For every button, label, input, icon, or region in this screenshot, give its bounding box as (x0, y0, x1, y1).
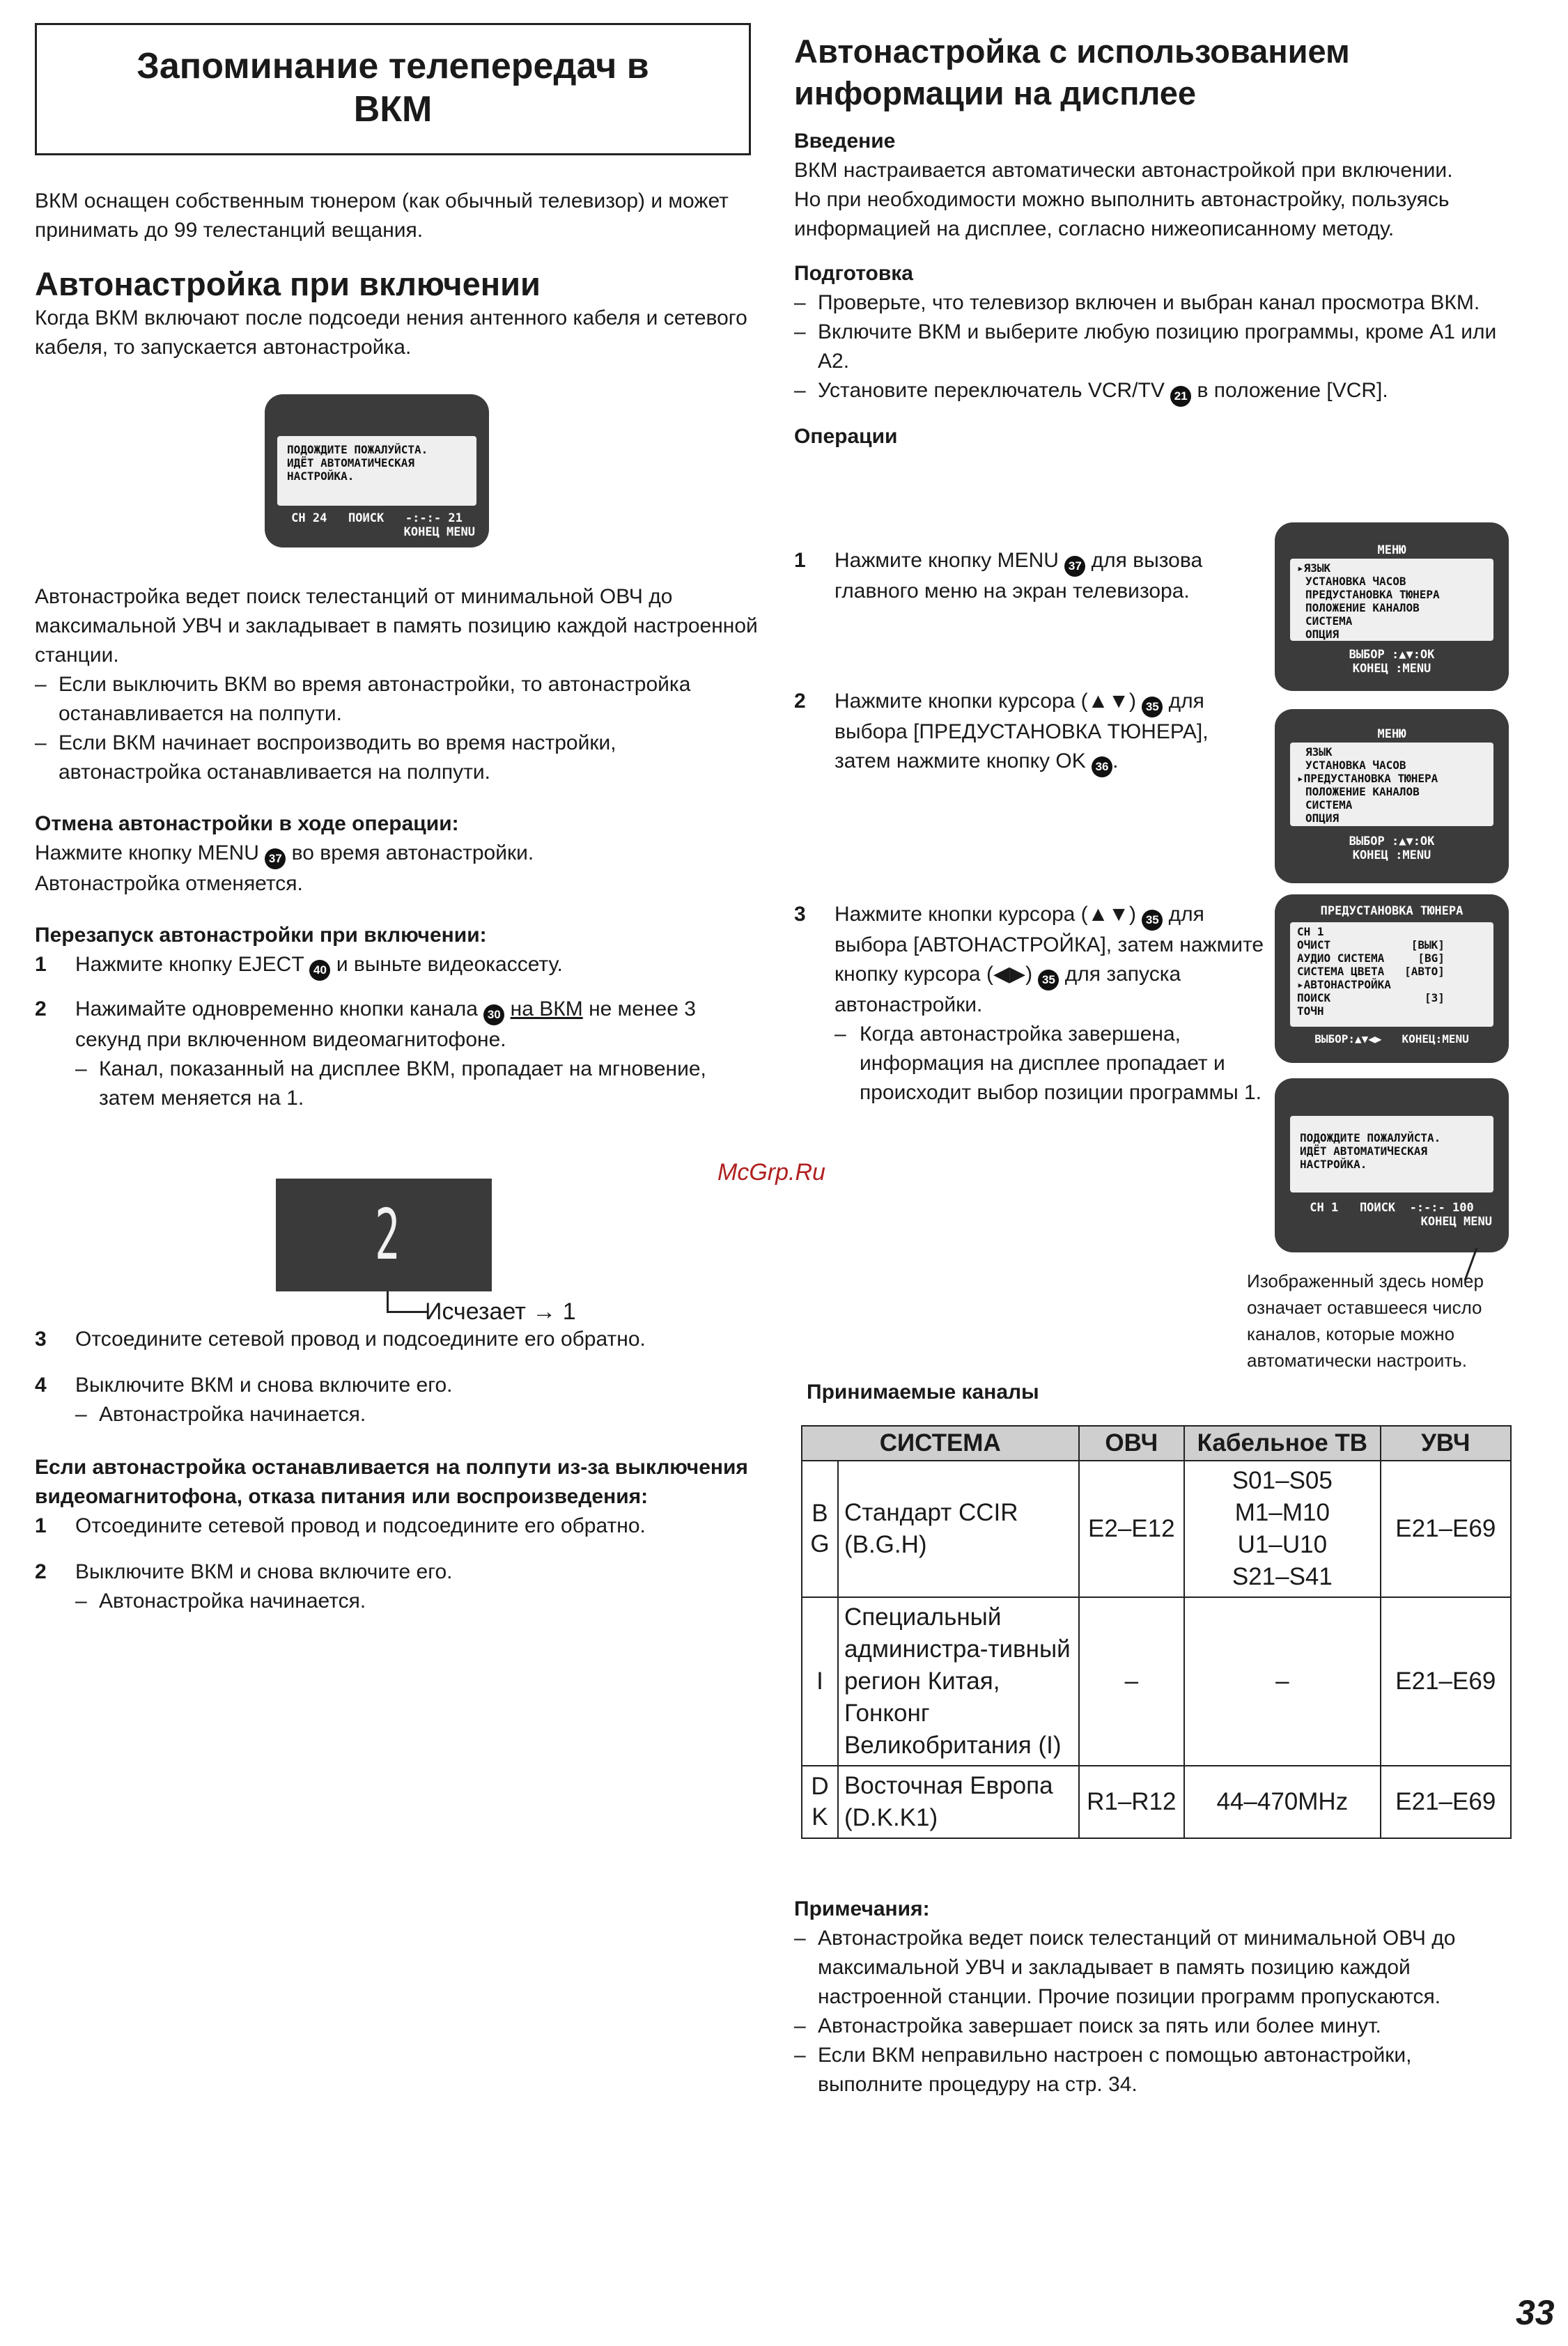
disappear-label: Исчезает → 1 (425, 1298, 576, 1325)
channels-heading: Принимаемые каналы (807, 1381, 1039, 1404)
stopped-heading: Если автонастройка останавливается на полпути из-за выключения видеомагнитофона, отказа питания или воспроизведения: (35, 1456, 748, 1508)
vcr-arrow-line-h (387, 1311, 428, 1313)
note-item: – Автонастройка завершает поиск за пять или более минут. (794, 2012, 1505, 2041)
left-column-2 (35, 582, 759, 1113)
vcr-display-digit: 2 (375, 1194, 401, 1275)
header-cable: Кабельное ТВ (1184, 1426, 1380, 1461)
cancel-heading: Отмена автонастройки в ходе операции: (35, 812, 459, 835)
tv-screen-main-menu: МЕНЮ ▸ЯЗЫК УСТАНОВКА ЧАСОВ ПРЕДУСТАНОВКА ТЮНЕРА ПОЛОЖЕНИЕ КАНАЛОВ СИСТЕМА ОПЦИЯ ВЫБОР :▲▼:OK КОНЕЦ :MENU (1275, 522, 1509, 691)
note-item: – Если ВКМ неправильно настроен с помощью автонастройки, выполните процедуру на стр. 34. (794, 2041, 1505, 2099)
button-number-icon: 35 (1142, 697, 1163, 717)
prep-item: – Проверьте, что телевизор включен и выбран канал просмотра ВКМ. (794, 288, 1519, 318)
prep-item: – Установите переключатель VCR/TV 21 в положение [VCR]. (794, 376, 1519, 407)
stopped-step-1: 1 Отсоедините сетевой провод и подсоедините его обратно. (35, 1514, 646, 1537)
button-number-icon: 40 (309, 960, 330, 981)
button-number-icon: 21 (1170, 386, 1191, 407)
right-heading: Автонастройка с использованием информации на дисплее (794, 33, 1350, 111)
tv-screen-message: ПОДОЖДИТЕ ПОЖАЛУЙСТА. ИДЁТ АВТОМАТИЧЕСКАЯ НАСТРОЙКА. (277, 436, 476, 506)
menu-list: ЯЗЫК УСТАНОВКА ЧАСОВ ▸ПРЕДУСТАНОВКА ТЮНЕРА ПОЛОЖЕНИЕ КАНАЛОВ СИСТЕМА ОПЦИЯ (1290, 743, 1493, 826)
autotune-text: Когда ВКМ включают после подсоеди нения антенного кабеля и сетевого кабеля, то запускается автонастройка. (35, 306, 747, 359)
op-step-3-sub: – Когда автонастройка завершена, информация на дисплее пропадает и происходит выбор позиции программы 1. (835, 1020, 1268, 1108)
menu-list: CH 1 ОЧИСТ [ВЫК] АУДИО СИСТЕМА [BG] СИСТЕМА ЦВЕТА [АВТО] ▸АВТОНАСТРОЙКА ПОИСК [3] ТОЧН (1290, 922, 1493, 1027)
vcr-display (276, 1179, 492, 1291)
op-step-2: 2 Нажмите кнопки курсора (▲▼) 35 для выбора [ПРЕДУСТАНОВКА ТЮНЕРА], затем нажмите кнопку OK 36 . (794, 687, 1254, 777)
restart-step-3: 3 Отсоедините сетевой провод и подсоедините его обратно. (35, 1328, 646, 1351)
title-box (35, 23, 751, 155)
autotune-bullet: – Если выключить ВКМ во время автонастройки, то автонастройка останавливается на полпути. (35, 670, 759, 729)
button-number-icon: 30 (483, 1004, 504, 1025)
left-column (35, 187, 759, 362)
menu-list: ▸ЯЗЫК УСТАНОВКА ЧАСОВ ПРЕДУСТАНОВКА ТЮНЕРА ПОЛОЖЕНИЕ КАНАЛОВ СИСТЕМА ОПЦИЯ (1290, 559, 1493, 641)
intro-heading: Введение (794, 130, 896, 153)
op-step-1: 1 Нажмите кнопку MENU 37 для вызова главного меню на экран телевизора. (794, 549, 1203, 603)
header-system: СИСТЕМА (802, 1426, 1079, 1461)
restart-step-1: 1 Нажмите кнопку EJECT 40 и выньте видеокассету. (35, 950, 759, 981)
button-number-icon: 35 (1142, 910, 1163, 931)
table-row: B G Стандарт CCIR (B.G.H) E2–E12 S01–S05 M1–M10 U1–U10 S21–S41 E21–E69 (802, 1461, 1511, 1597)
tv-screen-message: ПОДОЖДИТЕ ПОЖАЛУЙСТА. ИДЁТ АВТОМАТИЧЕСКАЯ НАСТРОЙКА. (1290, 1116, 1493, 1193)
restart-step-2-sub: – Канал, показанный на дисплее ВКМ, пропадает на мгновение, затем меняется на 1. (75, 1055, 759, 1113)
op-step-3: 3 Нажмите кнопки курсора (▲▼) 35 для выбора [АВТОНАСТРОЙКА], затем нажмите кнопку курсора (◀▶) 35 для запуска автонастройки. – Когда автонастройка завершена, информация на дисплее пропадает и происходит выбор позиции программы 1. (794, 900, 1268, 1108)
tv-screen-autotune (265, 394, 489, 547)
notes-heading: Примечания: (794, 1897, 930, 1920)
stopped-step-2-sub: – Автонастройка начинается. (75, 1587, 759, 1616)
vcr-arrow-line (387, 1291, 389, 1312)
table-row: D K Восточная Европа (D.K.K1) R1–R12 44–470MHz E21–E69 (802, 1766, 1511, 1838)
tv-screen-autotune-2: ПОДОЖДИТЕ ПОЖАЛУЙСТА. ИДЁТ АВТОМАТИЧЕСКАЯ НАСТРОЙКА. CH 1 ПОИСК -:-:- 100 КОНЕЦ MENU (1275, 1078, 1509, 1252)
restart-step-4: 4 Выключите ВКМ и снова включите его. – Автонастройка начинается. (35, 1371, 759, 1429)
screen-caption: Изображенный здесь номер означает оставшееся число каналов, которые можно автоматически настроить. (1247, 1271, 1484, 1371)
cancel-result: Автонастройка отменяется. (35, 872, 303, 895)
autotune-heading: Автонастройка при включении (35, 265, 541, 302)
stopped-step-2: 2 Выключите ВКМ и снова включите его. – Автонастройка начинается. (35, 1557, 759, 1616)
autotune-description: Автонастройка ведет поиск телестанций от минимальной ОВЧ до максимальной УВЧ и закладывает в память позицию каждой настроенной станции. (35, 585, 758, 667)
tv-status-bar: CH 24 ПОИСК -:-:- 21 (291, 511, 463, 525)
page-number: 33 (1516, 2293, 1555, 2332)
table-header-row (802, 1426, 1511, 1461)
intro-paragraph: ВКМ настраивается автоматически автонастройкой при включении. (794, 159, 1453, 182)
page-title: Запоминание телепередач в ВКМ (137, 46, 649, 130)
notes (794, 1895, 1505, 2099)
tv-screen-preset-menu: ПРЕДУСТАНОВКА ТЮНЕРА CH 1 ОЧИСТ [ВЫК] АУДИО СИСТЕМА [BG] СИСТЕМА ЦВЕТА [АВТО] ▸АВТОНАСТРОЙКА ПОИСК [3] ТОЧН ВЫБОР:▲▼◀▶ КОНЕЦ:MENU (1275, 894, 1509, 1063)
watermark: McGrp.Ru (717, 1159, 825, 1186)
table-row: I Специальный администра-тивный регион Китая, Гонконг Великобритания (I) – – E21–E69 (802, 1597, 1511, 1766)
button-number-icon: 37 (1064, 556, 1085, 577)
tv-screen-tuner-menu: МЕНЮ ЯЗЫК УСТАНОВКА ЧАСОВ ▸ПРЕДУСТАНОВКА ТЮНЕРА ПОЛОЖЕНИЕ КАНАЛОВ СИСТЕМА ОПЦИЯ ВЫБОР :▲▼:OK КОНЕЦ :MENU (1275, 709, 1509, 883)
intro-paragraph-2: Но при необходимости можно выполнить автонастройку, пользуясь информацией на дисплее, согласно нижеописанному методу. (794, 188, 1450, 240)
ops-heading: Операции (794, 425, 898, 448)
left-column-3 (35, 1325, 759, 1616)
header-uhf: УВЧ (1381, 1426, 1511, 1461)
restart-step-4-sub: – Автонастройка начинается. (75, 1400, 759, 1429)
prep-item: – Включите ВКМ и выберите любую позицию программы, кроме A1 или A2. (794, 318, 1519, 376)
button-number-icon: 36 (1092, 756, 1112, 777)
cancel-text: Нажмите кнопку MENU 37 во время автонастройки. (35, 839, 759, 869)
header-vhf: ОВЧ (1079, 1426, 1185, 1461)
tv-status-bar-2: КОНЕЦ MENU (403, 525, 475, 539)
autotune-bullet: – Если ВКМ начинает воспроизводить во время настройки, автонастройка останавливается на полпути. (35, 729, 759, 787)
restart-heading: Перезапуск автонастройки при включении: (35, 924, 487, 947)
right-column-top (794, 31, 1519, 451)
prep-heading: Подготовка (794, 262, 913, 285)
channels-table (801, 1425, 1512, 1839)
note-item: – Автонастройка ведет поиск телестанций от минимальной ОВЧ до максимальной УВЧ и закладывает в память позицию каждой настроенной станции. Прочие позиции программ пропускаются. (794, 1924, 1505, 2012)
restart-step-2: 2 Нажимайте одновременно кнопки канала 30 на ВКМ не менее 3 секунд при включенном видеомагнитофоне. – Канал, показанный на дисплее ВКМ, пропадает на мгновение, затем меняется на 1. (35, 995, 759, 1113)
intro-text: ВКМ оснащен собственным тюнером (как обычный телевизор) и может принимать до 99 телестанций вещания. (35, 189, 729, 242)
button-number-icon: 37 (265, 848, 286, 869)
button-number-icon: 35 (1038, 970, 1059, 991)
